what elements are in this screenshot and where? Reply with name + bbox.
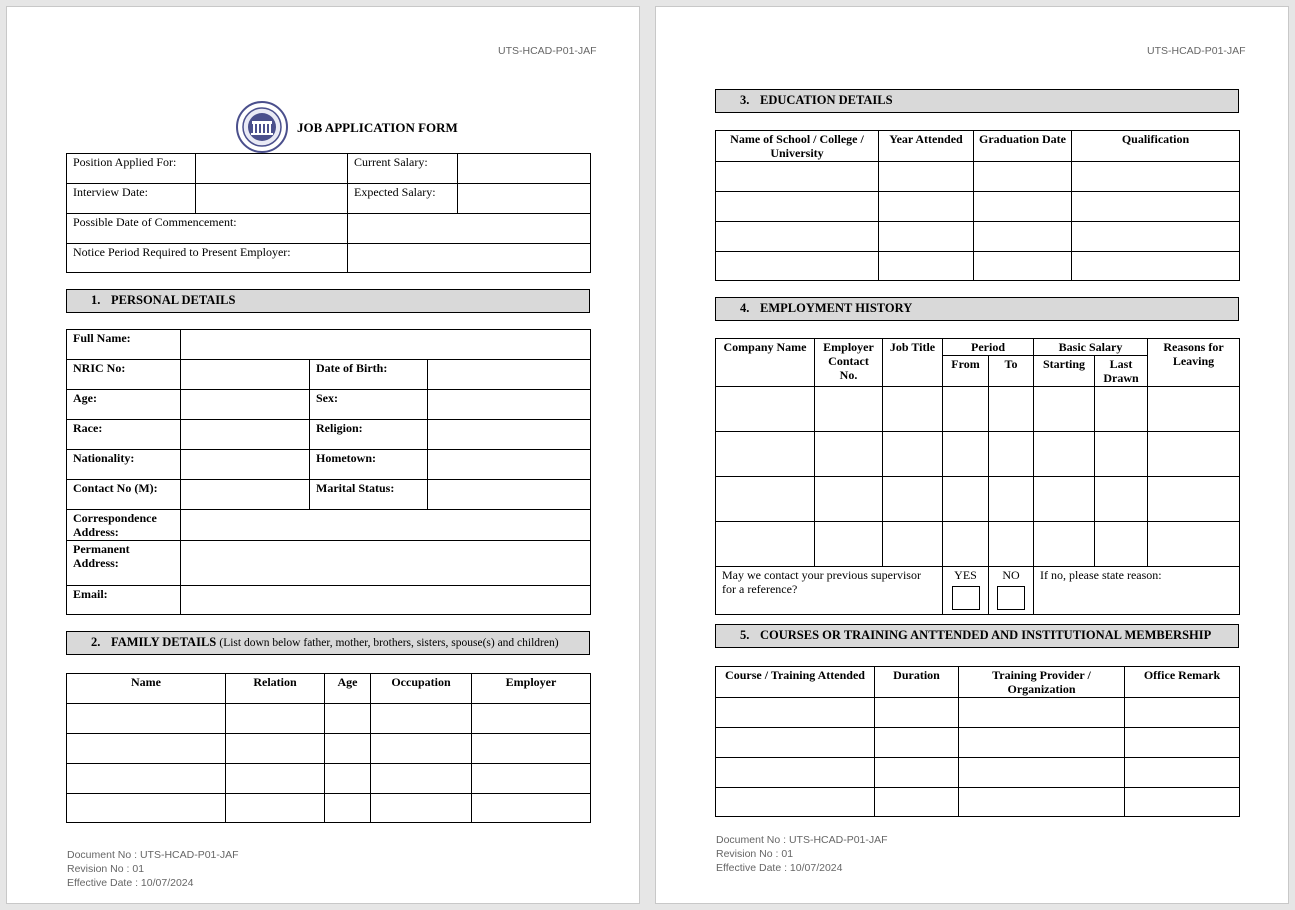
- column-header: Starting: [1034, 356, 1095, 387]
- permanent-address-field[interactable]: [181, 541, 591, 586]
- table-cell[interactable]: [879, 162, 974, 192]
- education-details-table: [715, 130, 1240, 281]
- table-row: [716, 698, 1240, 728]
- table-cell[interactable]: [989, 432, 1034, 477]
- table-cell[interactable]: [716, 698, 875, 728]
- table-row: [716, 387, 1240, 432]
- sex-field[interactable]: [428, 390, 591, 420]
- table-cell[interactable]: [1072, 162, 1240, 192]
- column-header: Name: [67, 674, 226, 704]
- section-title: FAMILY DETAILS: [111, 635, 217, 649]
- table-cell[interactable]: [883, 477, 943, 522]
- table-cell[interactable]: [883, 522, 943, 567]
- correspondence-address-label: Correspondence Address:: [67, 510, 181, 541]
- table-cell[interactable]: [716, 192, 879, 222]
- contact-supervisor-question: May we contact your previous supervisor for a reference?: [716, 567, 943, 615]
- religion-field[interactable]: [428, 420, 591, 450]
- table-cell[interactable]: [716, 222, 879, 252]
- table-cell[interactable]: [974, 252, 1072, 281]
- dob-label: Date of Birth:: [310, 360, 428, 390]
- section-courses-training: [715, 624, 1239, 648]
- table-cell[interactable]: [875, 758, 959, 788]
- column-header: Year Attended: [879, 131, 974, 162]
- table-cell[interactable]: [1095, 387, 1148, 432]
- nric-field[interactable]: [181, 360, 310, 390]
- table-cell[interactable]: [1095, 432, 1148, 477]
- table-cell[interactable]: [943, 432, 989, 477]
- table-cell[interactable]: [875, 728, 959, 758]
- full-name-label: Full Name:: [67, 330, 181, 360]
- family-details-table: [66, 673, 591, 823]
- yes-checkbox[interactable]: [952, 586, 980, 610]
- column-header: Training Provider / Organization: [959, 667, 1125, 698]
- position-label: Position Applied For:: [67, 154, 196, 184]
- table-cell[interactable]: [815, 477, 883, 522]
- table-cell[interactable]: [989, 522, 1034, 567]
- interview-date-field[interactable]: [196, 184, 348, 214]
- table-cell[interactable]: [67, 704, 226, 734]
- no-label: NO: [1002, 568, 1020, 582]
- table-cell[interactable]: [371, 794, 472, 823]
- table-cell[interactable]: [989, 477, 1034, 522]
- table-cell[interactable]: [716, 432, 815, 477]
- table-cell[interactable]: [1095, 522, 1148, 567]
- column-header: Employer: [472, 674, 591, 704]
- no-option: [989, 567, 1034, 615]
- nric-label: NRIC No:: [67, 360, 181, 390]
- table-cell[interactable]: [1125, 728, 1240, 758]
- section-title: EMPLOYMENT HISTORY: [760, 301, 913, 315]
- reason-field[interactable]: If no, please state reason:: [1034, 567, 1240, 615]
- table-cell[interactable]: [1148, 387, 1240, 432]
- table-row: [716, 477, 1240, 522]
- table-cell[interactable]: [1034, 522, 1095, 567]
- table-cell[interactable]: [325, 704, 371, 734]
- section-education-details: [715, 89, 1239, 113]
- expected-salary-field[interactable]: [458, 184, 591, 214]
- section-number: 5.: [740, 628, 750, 642]
- table-cell[interactable]: [879, 252, 974, 281]
- section-number: 1.: [91, 293, 101, 307]
- interview-date-label: Interview Date:: [67, 184, 196, 214]
- section-title: PERSONAL DETAILS: [111, 293, 236, 307]
- application-info-table: [66, 153, 591, 273]
- column-header: To: [989, 356, 1034, 387]
- table-cell[interactable]: [1034, 432, 1095, 477]
- table-cell[interactable]: [325, 734, 371, 764]
- table-row: [716, 522, 1240, 567]
- sex-label: Sex:: [310, 390, 428, 420]
- table-cell[interactable]: [716, 387, 815, 432]
- section-number: 3.: [740, 93, 750, 107]
- footer-revision: Revision No : 01: [67, 863, 145, 875]
- table-cell[interactable]: [716, 162, 879, 192]
- footer-revision: Revision No : 01: [716, 848, 794, 860]
- table-cell[interactable]: [472, 794, 591, 823]
- section-employment-history: [715, 297, 1239, 321]
- column-header: Job Title: [883, 339, 943, 387]
- nationality-field[interactable]: [181, 450, 310, 480]
- table-cell[interactable]: [716, 758, 875, 788]
- table-cell[interactable]: [716, 477, 815, 522]
- table-cell[interactable]: [1125, 788, 1240, 817]
- email-label: Email:: [67, 586, 181, 615]
- table-cell[interactable]: [959, 758, 1125, 788]
- table-cell[interactable]: [371, 704, 472, 734]
- table-cell[interactable]: [974, 162, 1072, 192]
- hometown-label: Hometown:: [310, 450, 428, 480]
- notice-field[interactable]: [348, 244, 591, 273]
- column-header: Occupation: [371, 674, 472, 704]
- section-family-details: [66, 631, 590, 655]
- table-cell[interactable]: [959, 788, 1125, 817]
- table-cell[interactable]: [371, 734, 472, 764]
- column-header: Qualification: [1072, 131, 1240, 162]
- footer-doc-no: Document No : UTS-HCAD-P01-JAF: [716, 834, 888, 846]
- courses-training-table: [715, 666, 1240, 817]
- contact-field[interactable]: [181, 480, 310, 510]
- column-header: From: [943, 356, 989, 387]
- header-doc-code: UTS-HCAD-P01-JAF: [1147, 45, 1246, 57]
- marital-field[interactable]: [428, 480, 591, 510]
- column-header: Office Remark: [1125, 667, 1240, 698]
- yes-label: YES: [954, 568, 977, 582]
- table-cell[interactable]: [67, 794, 226, 823]
- table-row: [716, 788, 1240, 817]
- correspondence-address-field[interactable]: [181, 510, 591, 541]
- table-row: [716, 162, 1240, 192]
- position-field[interactable]: [196, 154, 348, 184]
- column-header: Relation: [226, 674, 325, 704]
- table-cell[interactable]: [974, 192, 1072, 222]
- table-cell[interactable]: [875, 788, 959, 817]
- table-cell[interactable]: [959, 728, 1125, 758]
- page-1: [6, 6, 640, 904]
- table-cell[interactable]: [879, 222, 974, 252]
- table-cell[interactable]: [815, 387, 883, 432]
- table-row: [716, 758, 1240, 788]
- table-cell[interactable]: [1148, 432, 1240, 477]
- column-header: Graduation Date: [974, 131, 1072, 162]
- table-cell[interactable]: [1148, 477, 1240, 522]
- race-field[interactable]: [181, 420, 310, 450]
- age-label: Age:: [67, 390, 181, 420]
- form-title: JOB APPLICATION FORM: [297, 120, 458, 135]
- marital-label: Marital Status:: [310, 480, 428, 510]
- table-cell[interactable]: [1125, 758, 1240, 788]
- table-cell[interactable]: [716, 522, 815, 567]
- column-header: Company Name: [716, 339, 815, 387]
- table-row: [67, 704, 591, 734]
- table-cell[interactable]: [472, 764, 591, 794]
- table-cell[interactable]: [371, 764, 472, 794]
- section-title: EDUCATION DETAILS: [760, 93, 893, 107]
- column-header: Period: [943, 339, 1034, 356]
- footer-effective-date: Effective Date : 10/07/2024: [716, 862, 843, 874]
- table-cell[interactable]: [989, 387, 1034, 432]
- table-cell[interactable]: [1034, 387, 1095, 432]
- expected-salary-label: Expected Salary:: [348, 184, 458, 214]
- dob-field[interactable]: [428, 360, 591, 390]
- table-cell[interactable]: [1072, 252, 1240, 281]
- table-cell[interactable]: [226, 734, 325, 764]
- column-header: Age: [325, 674, 371, 704]
- table-cell[interactable]: [1072, 192, 1240, 222]
- current-salary-field[interactable]: [458, 154, 591, 184]
- current-salary-label: Current Salary:: [348, 154, 458, 184]
- column-header: Basic Salary: [1034, 339, 1148, 356]
- section-title: COURSES OR TRAINING ANTTENDED AND INSTITUTIONAL MEMBERSHIP: [760, 628, 1212, 642]
- table-cell[interactable]: [815, 432, 883, 477]
- table-row: [716, 252, 1240, 281]
- footer-doc-no: Document No : UTS-HCAD-P01-JAF: [67, 849, 239, 861]
- email-field[interactable]: [181, 586, 591, 615]
- table-cell[interactable]: [943, 387, 989, 432]
- hometown-field[interactable]: [428, 450, 591, 480]
- notice-label: Notice Period Required to Present Employer:: [67, 244, 348, 273]
- table-cell[interactable]: [325, 764, 371, 794]
- table-cell[interactable]: [879, 192, 974, 222]
- column-header: Duration: [875, 667, 959, 698]
- table-cell[interactable]: [716, 252, 879, 281]
- table-cell[interactable]: [1034, 477, 1095, 522]
- table-cell[interactable]: [325, 794, 371, 823]
- table-cell[interactable]: [67, 764, 226, 794]
- footer-effective-date: Effective Date : 10/07/2024: [67, 877, 194, 889]
- page-footer: [67, 848, 239, 890]
- column-header: Name of School / College / University: [716, 131, 879, 162]
- table-cell[interactable]: [883, 387, 943, 432]
- yes-option: [943, 567, 989, 615]
- column-header: Reasons for Leaving: [1148, 339, 1240, 387]
- table-cell[interactable]: [472, 734, 591, 764]
- table-cell[interactable]: [716, 788, 875, 817]
- table-cell[interactable]: [815, 522, 883, 567]
- table-cell[interactable]: [226, 794, 325, 823]
- commencement-label: Possible Date of Commencement:: [67, 214, 348, 244]
- age-field[interactable]: [181, 390, 310, 420]
- table-cell[interactable]: [472, 704, 591, 734]
- header-doc-code: UTS-HCAD-P01-JAF: [498, 45, 597, 57]
- table-cell[interactable]: [226, 704, 325, 734]
- table-row: [716, 728, 1240, 758]
- table-cell[interactable]: [716, 728, 875, 758]
- full-name-field[interactable]: [181, 330, 591, 360]
- employment-history-table: [715, 338, 1240, 615]
- table-cell[interactable]: [226, 764, 325, 794]
- section-number: 4.: [740, 301, 750, 315]
- section-number: 2.: [91, 635, 101, 649]
- table-cell[interactable]: [959, 698, 1125, 728]
- table-cell[interactable]: [1125, 698, 1240, 728]
- table-cell[interactable]: [875, 698, 959, 728]
- table-cell[interactable]: [943, 477, 989, 522]
- section-note: (List down below father, mother, brothers, sisters, spouse(s) and children): [219, 637, 559, 649]
- section-personal-details: [66, 289, 590, 313]
- no-checkbox[interactable]: [997, 586, 1025, 610]
- table-row: [67, 734, 591, 764]
- table-cell[interactable]: [1095, 477, 1148, 522]
- table-cell[interactable]: [1072, 222, 1240, 252]
- table-row: [716, 192, 1240, 222]
- table-row: [716, 222, 1240, 252]
- column-header: Employer Contact No.: [815, 339, 883, 387]
- table-cell[interactable]: [67, 734, 226, 764]
- column-header: Last Drawn: [1095, 356, 1148, 387]
- religion-label: Religion:: [310, 420, 428, 450]
- university-seal-icon: [235, 101, 289, 153]
- permanent-address-label: Permanent Address:: [67, 541, 181, 586]
- table-cell[interactable]: [883, 432, 943, 477]
- table-cell[interactable]: [1148, 522, 1240, 567]
- table-cell[interactable]: [943, 522, 989, 567]
- contact-label: Contact No (M):: [67, 480, 181, 510]
- race-label: Race:: [67, 420, 181, 450]
- table-row: [67, 764, 591, 794]
- table-cell[interactable]: [974, 222, 1072, 252]
- page-footer: [716, 833, 888, 875]
- personal-details-table: [66, 329, 591, 615]
- page-2: [655, 6, 1289, 904]
- table-row: [716, 432, 1240, 477]
- commencement-field[interactable]: [348, 214, 591, 244]
- table-row: [67, 794, 591, 823]
- column-header: Course / Training Attended: [716, 667, 875, 698]
- nationality-label: Nationality:: [67, 450, 181, 480]
